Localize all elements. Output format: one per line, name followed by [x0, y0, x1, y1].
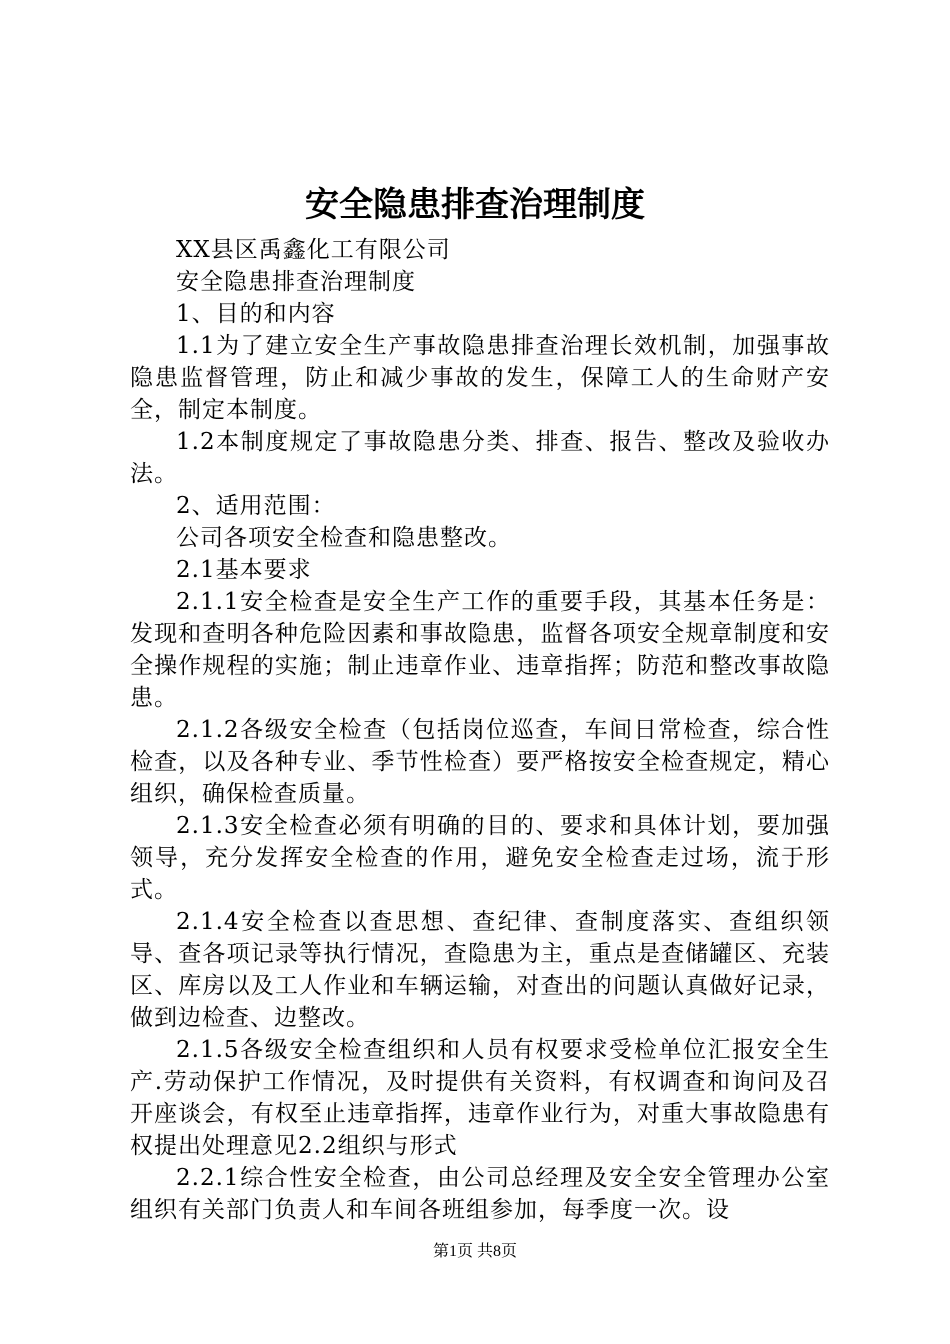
- paragraph: 2.1.1安全检查是安全生产工作的重要手段，其基本任务是：发现和查明各种危险因素和事故隐患，监督各项安全规章制度和安全操作规程的实施；制止违章作业、违章指挥；防范和整改事故隐患。: [130, 589, 830, 711]
- paragraph: 1.1为了建立安全生产事故隐患排查治理长效机制，加强事故隐患监督管理，防止和减少事故的发生，保障工人的生命财产安全，制定本制度。: [130, 333, 830, 423]
- paragraph: 1.2本制度规定了事故隐患分类、排查、报告、整改及验收办法。: [130, 429, 830, 487]
- paragraph: 2.1.4安全检查以查思想、查纪律、查制度落实、查组织领导、查各项记录等执行情况，查隐患为主，重点是查储罐区、充装区、库房以及工人作业和车辆运输，对查出的问题认真做好记录，做到边检查、边整改。: [130, 909, 830, 1031]
- document-body: [130, 234, 830, 1226]
- paragraph: 2.1.2各级安全检查（包括岗位巡查，车间日常检查，综合性检查，以及各种专业、季节性检查）要严格按安全检查规定，精心组织，确保检查质量。: [130, 717, 830, 807]
- section-heading: 2.1基本要求: [176, 557, 312, 583]
- company-name: XX县区禹鑫化工有限公司: [176, 237, 451, 263]
- paragraph: 2.2.1综合性安全检查，由公司总经理及安全安全管理办公室组织有关部门负责人和车间各班组参加，每季度一次。设: [130, 1165, 830, 1223]
- paragraph: 公司各项安全检查和隐患整改。: [176, 525, 512, 551]
- document-title: 安全隐患排查治理制度: [305, 185, 645, 225]
- page-footer: 第1页 共8页: [432, 1243, 517, 1260]
- paragraph: 2.1.5各级安全检查组织和人员有权要求受检单位汇报安全生产.劳动保护工作情况，及时提供有关资料，有权调查和询问及召开座谈会，有权至止违章指挥，违章作业行为，对重大事故隐患有权提出处理意见2.2组织与形式: [130, 1037, 830, 1159]
- subtitle: 安全隐患排查治理制度: [176, 269, 416, 295]
- section-heading: 2、适用范围：: [176, 493, 336, 519]
- section-heading: 1、目的和内容: [176, 301, 336, 327]
- paragraph: 2.1.3安全检查必须有明确的目的、要求和具体计划，要加强领导，充分发挥安全检查的作用，避免安全检查走过场，流于形式。: [130, 813, 830, 903]
